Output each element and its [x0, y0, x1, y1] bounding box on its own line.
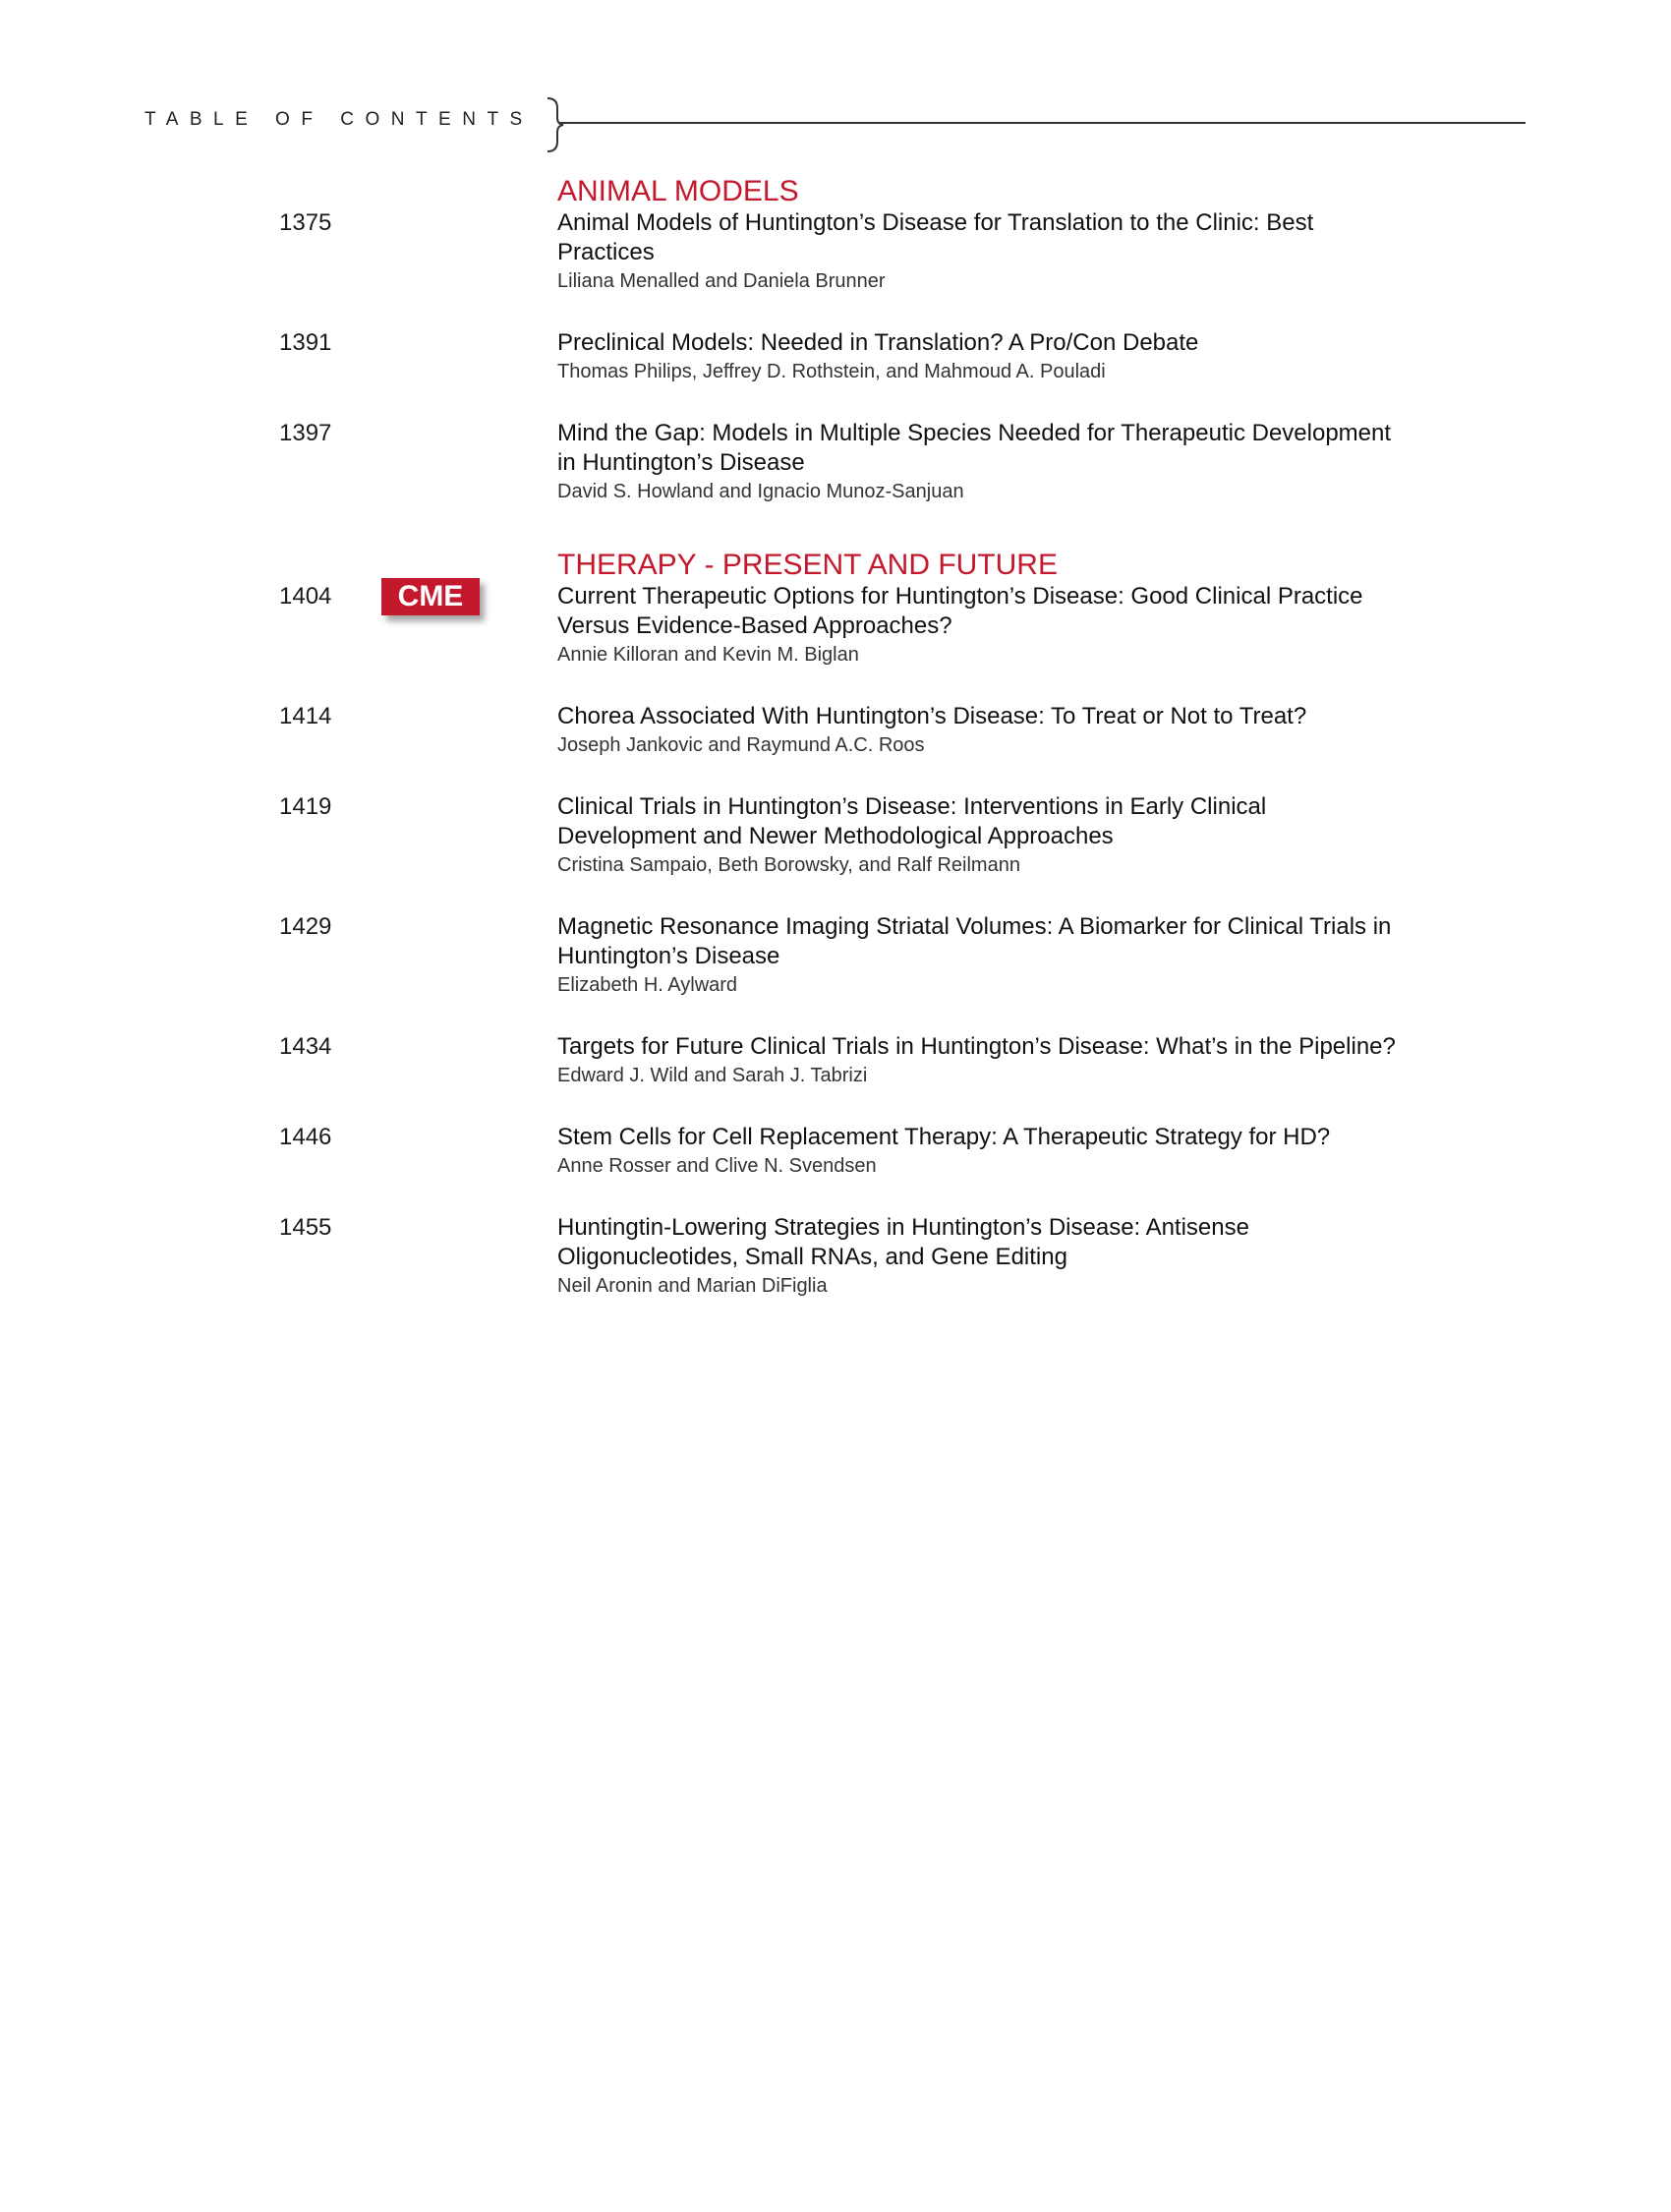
entry-body [557, 1032, 1403, 1089]
bracket-icon [546, 96, 567, 153]
article-title[interactable]: Huntingtin-Lowering Strategies in Huntington’s Disease: Antisense Oligonucleotides, Small RNAs, and Gene Editing [557, 1214, 1249, 1270]
toc-entry[interactable] [0, 1123, 1671, 1180]
article-title[interactable]: Mind the Gap: Models in Multiple Species Needed for Therapeutic Development in Huntington’s Disease [557, 420, 1392, 476]
toc-header [144, 106, 1521, 149]
article-title[interactable]: Magnetic Resonance Imaging Striatal Volumes: A Biomarker for Clinical Trials in Huntington’s Disease [557, 913, 1392, 969]
toc-content [0, 175, 1671, 1300]
section-title: THERAPY - PRESENT AND FUTURE [557, 549, 1058, 581]
article-authors: Neil Aronin and Marian DiFiglia [557, 1275, 828, 1297]
article-authors: Thomas Philips, Jeffrey D. Rothstein, and Mahmoud A. Pouladi [557, 361, 1106, 382]
article-authors: Edward J. Wild and Sarah J. Tabrizi [557, 1065, 868, 1086]
article-authors: David S. Howland and Ignacio Munoz-Sanjuan [557, 481, 964, 502]
toc-entry[interactable] [0, 912, 1671, 999]
toc-entry[interactable] [0, 792, 1671, 879]
toc-label: TABLE OF CONTENTS [144, 109, 534, 130]
page-number: 1455 [279, 1214, 332, 1241]
article-authors: Joseph Jankovic and Raymund A.C. Roos [557, 734, 925, 756]
page-number: 1419 [279, 793, 332, 820]
entry-body [557, 1123, 1403, 1180]
entry-body [557, 702, 1403, 759]
toc-entry[interactable] [0, 208, 1671, 295]
entry-body [557, 208, 1403, 295]
article-title[interactable]: Targets for Future Clinical Trials in Huntington’s Disease: What’s in the Pipeline? [557, 1033, 1396, 1060]
toc-entry[interactable] [0, 328, 1671, 385]
entry-body [557, 582, 1403, 669]
article-authors: Liliana Menalled and Daniela Brunner [557, 270, 886, 292]
entry-body [557, 792, 1403, 879]
toc-entry[interactable] [0, 702, 1671, 759]
toc-entry[interactable] [0, 582, 1671, 669]
entry-body [557, 912, 1403, 999]
article-authors: Cristina Sampaio, Beth Borowsky, and Ralf Reilmann [557, 854, 1020, 876]
toc-entry[interactable] [0, 1032, 1671, 1089]
article-title[interactable]: Animal Models of Huntington’s Disease for Translation to the Clinic: Best Practices [557, 209, 1314, 265]
page-number: 1404 [279, 583, 332, 610]
entry-body [557, 1213, 1403, 1300]
page-number: 1397 [279, 420, 332, 446]
section-title: ANIMAL MODELS [557, 175, 799, 207]
page-number: 1375 [279, 209, 332, 236]
article-title[interactable]: Preclinical Models: Needed in Translation? A Pro/Con Debate [557, 329, 1199, 356]
article-authors: Annie Killoran and Kevin M. Biglan [557, 644, 859, 666]
header-rule [559, 122, 1526, 124]
entry-body [557, 328, 1403, 385]
page-number: 1414 [279, 703, 332, 729]
article-title[interactable]: Chorea Associated With Huntington’s Disease: To Treat or Not to Treat? [557, 703, 1307, 729]
toc-section [0, 549, 1671, 1300]
entry-body [557, 419, 1403, 505]
page-number: 1446 [279, 1124, 332, 1150]
toc-entry[interactable] [0, 1213, 1671, 1300]
article-authors: Anne Rosser and Clive N. Svendsen [557, 1155, 877, 1177]
page-number: 1434 [279, 1033, 332, 1060]
toc-entry[interactable] [0, 419, 1671, 505]
toc-section [0, 175, 1671, 505]
page-number: 1391 [279, 329, 332, 356]
article-title[interactable]: Stem Cells for Cell Replacement Therapy: A Therapeutic Strategy for HD? [557, 1124, 1331, 1150]
article-authors: Elizabeth H. Aylward [557, 974, 738, 996]
article-title[interactable]: Clinical Trials in Huntington’s Disease: Interventions in Early Clinical Development and Newer Methodological Approaches [557, 793, 1267, 849]
cme-badge: CME [381, 578, 480, 615]
page-number: 1429 [279, 913, 332, 940]
article-title[interactable]: Current Therapeutic Options for Huntington’s Disease: Good Clinical Practice Versus Evidence-Based Approaches? [557, 583, 1363, 639]
